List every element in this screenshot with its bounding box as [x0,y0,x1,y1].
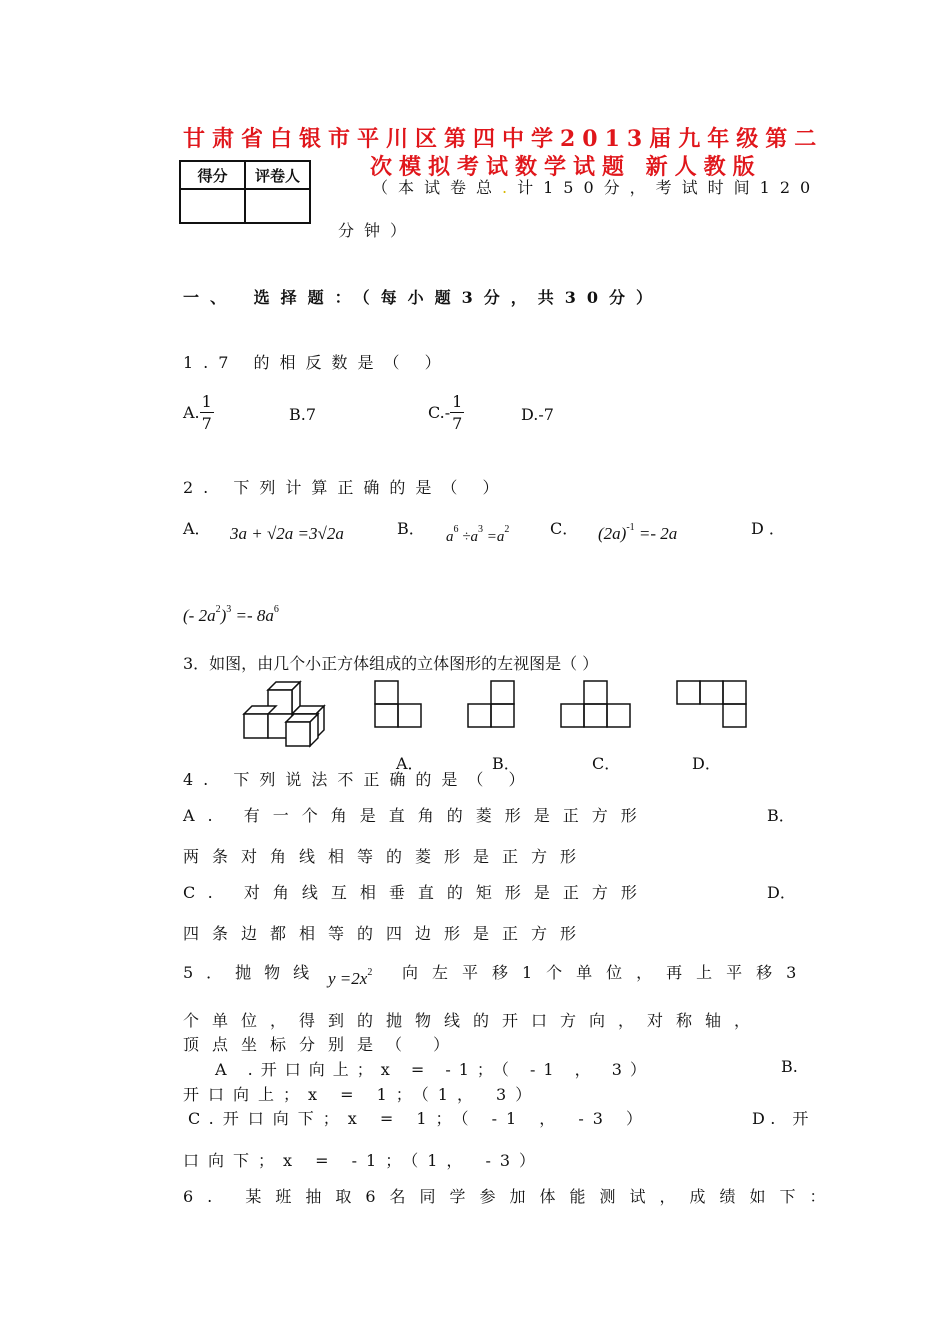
q5-line2: 个单位，得到的抛物线的开口方向，对称轴， [183,1011,764,1030]
q5-option-b: 开口向上；x = 1；（1， 3） [183,1085,541,1104]
q2-option-d-formula: (- $2a^2)^3 =- 8a^6$ [183,604,279,625]
score-header: 得分 [180,161,245,189]
q5-option-c: C.开口向下；x = 1；（ -1 ， -3 ） [188,1109,652,1128]
q1-a-den: 7 [201,414,212,433]
q5-option-d: 口向下；x = -1；（1， -3） [183,1151,545,1170]
q5-option-a: A .开口向上；x = -1；（ -1 ， 3） [215,1060,654,1079]
grader-cell[interactable] [245,189,310,223]
q2-b-label: B． [397,519,425,538]
exam-info-line2: 分钟） [338,221,417,240]
q4-line3: C. 对角线互相垂直的矩形是正方形 [183,883,650,902]
q6-stem: 6. 某班抽取6名同学参加体能测试，成绩如下： [183,1187,840,1206]
q5-prefix: 5．抛物线 [183,963,323,982]
q4-stem: 4. 下列说法不正确的是（ ） [183,770,535,789]
q1-option-b: B.7 [289,405,317,424]
exam-info-part1: （本试卷总 [372,178,503,197]
q2-stem: 2. 下列计算正确的是（ ） [183,478,509,497]
q2-a-label: A． [183,519,211,538]
q4-line2: 两条对角线相等的菱形是正方形 [183,847,590,866]
q5-b-label: B. [781,1057,798,1076]
q3-option-a-figure [374,680,424,730]
exam-info-line1 [372,175,820,198]
section-heading: 一、 选择题：（每小题3分，共30分） [183,288,663,307]
q2-option-b-formula: $a^6 \div a^3 =a^2$ [446,524,510,545]
doc-title-line1: 甘肃省白银市平川区第四中学2013届九年级第二 [183,126,824,152]
score-table [179,160,311,224]
marker-dot: . [502,178,518,197]
q4-d-label: D． [767,883,796,902]
score-cell[interactable] [180,189,245,223]
q3-solid-figure [238,676,338,752]
q1-option-a [183,392,214,435]
q3-label-d: D． [692,754,721,773]
q3-label-c: C． [592,754,621,773]
q3-label-b: B． [492,754,520,773]
q3-option-d-figure [676,680,748,730]
exam-info-part2: 计150分，考试时间120 [517,178,821,197]
q1-stem: 1.7 的相反数是（ ） [183,353,451,372]
q5-d-label: D. 开 [752,1109,815,1128]
q1-c-label: C.- [428,403,451,422]
q5-formula: $y =2x^2$ [328,967,373,988]
q1-a-fraction [200,392,214,435]
q1-c-num: 1 [452,392,463,411]
q4-b-label: B． [767,806,795,825]
q1-c-den: 7 [452,414,463,433]
q2-option-a-formula: 3a + √2a =3√2a [230,524,344,543]
q4-line4: 四条边都相等的四边形是正方形 [183,924,590,943]
doc-title-line2: 次模拟考试数学试题 新人教版 [370,154,762,180]
q1-a-num: 1 [201,392,212,411]
q5-suffix: 向左平移1个单位，再上平移3 [402,963,811,982]
q2-c-label: C． [550,519,579,538]
q5-line3: 顶点坐标分别是（ ） [183,1035,463,1054]
q1-option-d: D.-7 [521,405,554,424]
q1-a-label: A. [183,403,200,422]
q1-option-c [428,392,464,435]
q3-option-c-figure [560,680,632,730]
q2-option-c-formula: $(2a)^{-1} =- 2a$ [598,522,678,543]
q3-option-b-figure [467,680,517,730]
grader-header: 评卷人 [245,161,310,189]
q2-d-label: D ． [751,519,785,538]
q1-c-fraction [450,392,464,435]
q3-stem: 3．如图，由几个小正方体组成的立体图形的左视图是（ ） [183,654,599,673]
q3-label-a: A． [396,754,424,773]
q4-line1: A. 有一个角是直角的菱形是正方形 [183,806,650,825]
